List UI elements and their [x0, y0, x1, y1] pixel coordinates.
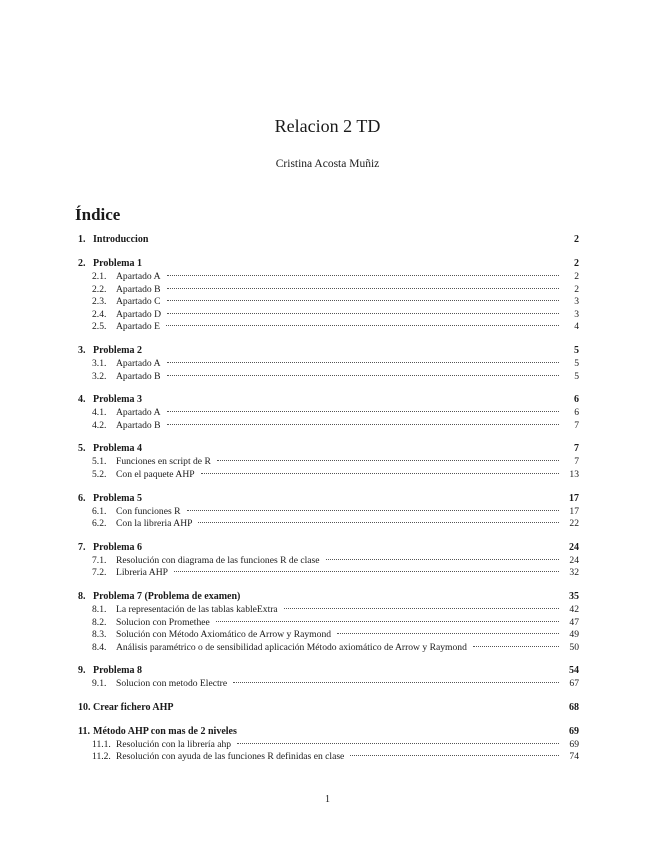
- toc-entry-label: Problema 5: [93, 492, 142, 504]
- toc-entry-page: 68: [569, 701, 579, 713]
- toc-subentry[interactable]: [78, 321, 579, 334]
- toc-subentry-label: Resolución con ayuda de las funciones R definidas en clase: [116, 751, 345, 763]
- toc-section: [78, 492, 579, 531]
- toc-entry-label: Problema 8: [93, 665, 142, 677]
- toc-subentry[interactable]: [78, 739, 579, 752]
- toc-entry-page: 54: [569, 665, 579, 677]
- toc-subentry-number: 4.2.: [92, 419, 107, 431]
- toc-spacer: [78, 715, 579, 725]
- toc-spacer: [78, 580, 579, 590]
- toc-subentry-label: Apartado A: [116, 407, 161, 419]
- toc-subentry-page: 6: [574, 407, 579, 419]
- toc-subentry-label: Apartado B: [116, 283, 161, 295]
- toc-subentry-label: Con funciones R: [116, 505, 181, 517]
- toc-entry-page: 24: [569, 541, 579, 553]
- toc-subentry-number: 2.5.: [92, 321, 107, 333]
- toc-subentry-number: 5.1.: [92, 456, 107, 468]
- toc-subentry[interactable]: [78, 284, 579, 297]
- toc-spacer: [78, 654, 579, 664]
- toc-spacer: [78, 247, 579, 257]
- toc-section: [78, 233, 579, 247]
- toc-heading: Índice: [75, 205, 121, 224]
- toc-subentry-page: 5: [574, 357, 579, 369]
- toc-entry-number: 10.: [78, 701, 91, 713]
- toc-subentry[interactable]: [78, 371, 579, 384]
- toc-subentry[interactable]: [78, 518, 579, 531]
- toc-subentry-number: 4.1.: [92, 407, 107, 419]
- toc-subentry[interactable]: [78, 506, 579, 519]
- toc-subentry-page: 4: [574, 321, 579, 333]
- toc-spacer: [78, 383, 579, 393]
- toc-subentry-label: Funciones en script de R: [116, 456, 211, 468]
- toc-subentry-label: Apartado E: [116, 321, 160, 333]
- toc-entry[interactable]: [78, 590, 579, 604]
- toc-subentry-label: Apartado C: [116, 296, 161, 308]
- table-of-contents: [78, 233, 579, 764]
- toc-leader: [350, 754, 559, 756]
- toc-entry-number: 7.: [78, 541, 86, 553]
- toc-entry-number: 5.: [78, 443, 86, 455]
- toc-subentry-page: 13: [569, 468, 579, 480]
- toc-entry[interactable]: [78, 233, 579, 247]
- toc-section: [78, 701, 579, 715]
- toc-leader: [174, 570, 559, 572]
- toc-subentry-page: 2: [574, 271, 579, 282]
- toc-subentry-label: Solucion con Promethee: [116, 616, 210, 628]
- toc-subentry[interactable]: [78, 296, 579, 309]
- toc-subentry[interactable]: [78, 420, 579, 433]
- toc-subentry-number: 8.4.: [92, 641, 107, 653]
- toc-leader: [167, 312, 559, 314]
- toc-section: [78, 541, 579, 580]
- toc-entry-label: Introduccion: [93, 234, 149, 245]
- toc-subentry[interactable]: [78, 407, 579, 420]
- toc-subentry-number: 8.2.: [92, 616, 107, 628]
- toc-entry-label: Problema 1: [93, 258, 142, 269]
- document-title: Relacion 2 TD: [274, 116, 381, 136]
- toc-subentry[interactable]: [78, 358, 579, 371]
- toc-subentry-number: 7.1.: [92, 554, 107, 566]
- toc-entry-number: 6.: [78, 492, 86, 504]
- toc-subentry-number: 8.1.: [92, 603, 107, 615]
- toc-entry[interactable]: [78, 257, 579, 271]
- toc-subentry-label: Apartado B: [116, 419, 161, 431]
- toc-subentry[interactable]: [78, 629, 579, 642]
- toc-section: [78, 590, 579, 654]
- toc-subentry-page: 7: [574, 456, 579, 468]
- toc-leader: [198, 521, 559, 523]
- toc-subentry-number: 7.2.: [92, 567, 107, 579]
- toc-leader: [337, 632, 559, 634]
- toc-entry-number: 2.: [78, 258, 86, 269]
- toc-subentry-label: Apartado A: [116, 357, 161, 369]
- toc-leader: [216, 620, 559, 622]
- toc-entry-label: Problema 6: [93, 541, 142, 553]
- toc-leader: [167, 374, 560, 376]
- toc-leader: [167, 287, 560, 289]
- toc-subentry-label: Con el paquete AHP: [116, 468, 195, 480]
- toc-section: [78, 725, 579, 764]
- toc-entry-number: 9.: [78, 665, 86, 677]
- toc-leader: [326, 558, 559, 560]
- toc-entry[interactable]: [78, 664, 579, 678]
- toc-subentry-number: 2.4.: [92, 308, 107, 320]
- toc-entry[interactable]: [78, 701, 579, 715]
- toc-subentry-page: 3: [574, 308, 579, 320]
- toc-leader: [167, 299, 560, 301]
- toc-subentry[interactable]: [78, 642, 579, 655]
- toc-entry[interactable]: [78, 725, 579, 739]
- toc-subentry[interactable]: [78, 555, 579, 568]
- toc-entry-page: 6: [574, 394, 579, 406]
- toc-leader: [167, 361, 560, 363]
- toc-subentry-label: Con la libreria AHP: [116, 518, 193, 530]
- toc-entry-label: Problema 7 (Problema de examen): [93, 590, 241, 602]
- toc-leader: [166, 324, 559, 326]
- toc-subentry-label: Apartado B: [116, 370, 161, 382]
- toc-subentry[interactable]: [78, 456, 579, 469]
- page-number: 1: [325, 794, 330, 805]
- toc-subentry-label: Solucion con metodo Electre: [116, 678, 228, 690]
- toc-subentry-number: 6.1.: [92, 505, 107, 517]
- toc-subentry[interactable]: [78, 309, 579, 322]
- toc-section: [78, 664, 579, 691]
- toc-subentry[interactable]: [78, 617, 579, 630]
- toc-entry[interactable]: [78, 541, 579, 555]
- toc-leader: [167, 274, 560, 276]
- toc-leader: [201, 472, 559, 474]
- toc-entry-label: Método AHP con mas de 2 niveles: [93, 725, 237, 737]
- toc-subentry-page: 69: [569, 738, 579, 750]
- toc-entry[interactable]: [78, 344, 579, 358]
- toc-entry-page: 69: [569, 725, 579, 737]
- toc-entry-page: 7: [574, 443, 579, 455]
- toc-section: [78, 393, 579, 432]
- toc-subentry-page: 42: [569, 603, 579, 615]
- toc-entry-label: Problema 4: [93, 443, 142, 455]
- toc-subentry-page: 67: [569, 678, 579, 690]
- toc-spacer: [78, 432, 579, 442]
- toc-entry-label: Crear fichero AHP: [93, 701, 174, 713]
- toc-leader: [217, 459, 559, 461]
- toc-subentry-page: 50: [569, 641, 579, 653]
- toc-spacer: [78, 334, 579, 344]
- toc-section: [78, 257, 579, 334]
- toc-entry-label: Problema 3: [93, 394, 142, 406]
- toc-entry[interactable]: [78, 492, 579, 506]
- toc-subentry-number: 2.3.: [92, 296, 107, 308]
- toc-subentry-number: 9.1.: [92, 678, 107, 690]
- toc-entry-number: 11.: [78, 725, 90, 737]
- toc-leader: [233, 681, 559, 683]
- toc-spacer: [78, 482, 579, 492]
- toc-subentry[interactable]: [78, 271, 579, 284]
- toc-subentry-page: 47: [569, 616, 579, 628]
- toc-subentry-number: 6.2.: [92, 518, 107, 530]
- toc-leader: [167, 410, 560, 412]
- toc-subentry-number: 3.1.: [92, 357, 107, 369]
- toc-subentry-page: 49: [569, 629, 579, 641]
- toc-subentry[interactable]: [78, 751, 579, 764]
- toc-entry-label: Problema 2: [93, 344, 142, 356]
- toc-subentry-page: 32: [569, 567, 579, 579]
- toc-subentry-label: Apartado A: [116, 271, 161, 282]
- toc-entry-page: 2: [574, 258, 579, 269]
- toc-entry[interactable]: [78, 393, 579, 407]
- toc-subentry-number: 3.2.: [92, 370, 107, 382]
- toc-subentry[interactable]: [78, 567, 579, 580]
- toc-subentry-page: 22: [569, 518, 579, 530]
- toc-subentry-label: Análisis paramétrico o de sensibilidad aplicación Método axiomático de Arrow y Raymond: [116, 641, 467, 653]
- toc-subentry-number: 11.1.: [92, 738, 111, 750]
- toc-entry-number: 3.: [78, 344, 86, 356]
- toc-subentry-page: 3: [574, 296, 579, 308]
- toc-entry[interactable]: [78, 442, 579, 456]
- toc-entry-number: 8.: [78, 590, 86, 602]
- toc-subentry-page: 74: [569, 751, 579, 763]
- toc-entry-number: 1.: [78, 234, 86, 245]
- toc-subentry-label: Resolución con la librería ahp: [116, 738, 232, 750]
- toc-subentry-label: Libreria AHP: [116, 567, 168, 579]
- toc-subentry-label: La representación de las tablas kableExtra: [116, 603, 278, 615]
- toc-subentry-label: Solución con Método Axiomático de Arrow y Raymond: [116, 629, 332, 641]
- toc-entry-page: 17: [569, 492, 579, 504]
- toc-subentry-label: Apartado D: [116, 308, 162, 320]
- toc-subentry-page: 17: [569, 505, 579, 517]
- document-author: Cristina Acosta Muñiz: [275, 158, 380, 170]
- toc-subentry[interactable]: [78, 469, 579, 482]
- toc-leader: [187, 509, 560, 511]
- toc-subentry-label: Resolución con diagrama de las funciones R de clase: [116, 554, 320, 566]
- toc-section: [78, 442, 579, 481]
- toc-spacer: [78, 531, 579, 541]
- toc-entry-page: 2: [574, 234, 579, 245]
- toc-entry-page: 5: [574, 344, 579, 356]
- toc-subentry-page: 7: [574, 419, 579, 431]
- toc-leader: [284, 607, 559, 609]
- toc-subentry-number: 2.2.: [92, 283, 107, 295]
- toc-subentry-number: 2.1.: [92, 271, 107, 282]
- toc-section: [78, 344, 579, 383]
- toc-subentry-page: 2: [574, 283, 579, 295]
- toc-leader: [237, 742, 559, 744]
- toc-leader: [473, 645, 559, 647]
- toc-entry-number: 4.: [78, 394, 86, 406]
- toc-leader: [167, 423, 560, 425]
- toc-subentry[interactable]: [78, 604, 579, 617]
- toc-subentry-number: 8.3.: [92, 629, 107, 641]
- toc-subentry-number: 11.2.: [92, 751, 111, 763]
- toc-entry-page: 35: [569, 590, 579, 602]
- toc-subentry-number: 5.2.: [92, 468, 107, 480]
- toc-subentry-page: 24: [569, 554, 579, 566]
- toc-subentry-page: 5: [574, 370, 579, 382]
- toc-subentry[interactable]: [78, 678, 579, 691]
- toc-spacer: [78, 691, 579, 701]
